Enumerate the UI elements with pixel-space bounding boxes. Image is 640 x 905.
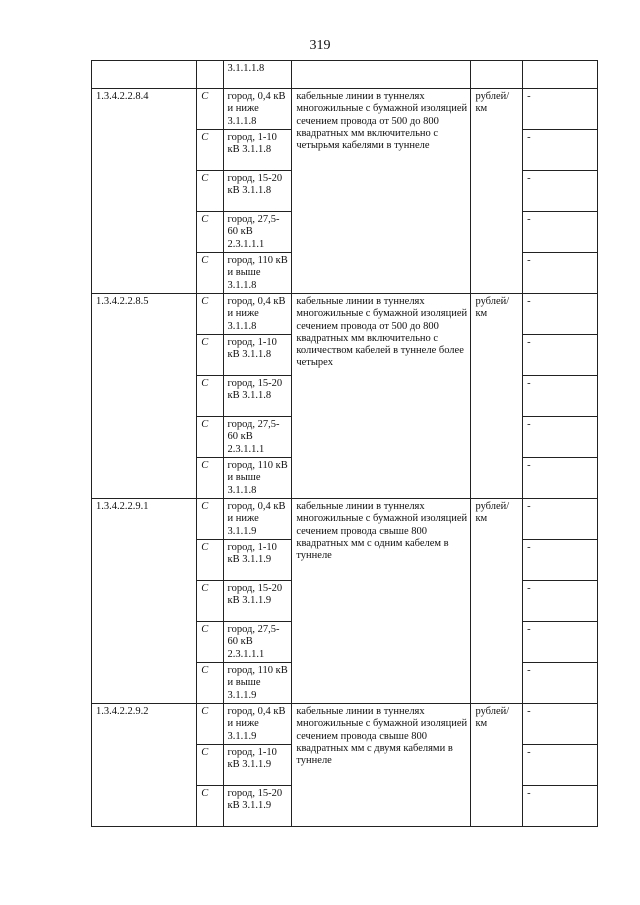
flag-cell: С	[197, 499, 223, 540]
level-cell: город, 0,4 кВ и ниже 3.1.1.9	[223, 704, 292, 745]
level-cell: город, 0,4 кВ и ниже 3.1.1.8	[223, 89, 292, 130]
value-cell: -	[523, 89, 598, 130]
level-cell: город, 15-20 кВ 3.1.1.8	[223, 376, 292, 417]
value-cell: -	[523, 581, 598, 622]
value-cell: -	[523, 376, 598, 417]
tariff-table-body	[92, 61, 598, 827]
code-cell: 1.3.4.2.2.9.2	[92, 704, 197, 827]
page-number: 319	[309, 38, 331, 53]
flag-cell: С	[197, 786, 223, 827]
level-cell: город, 27,5-60 кВ 2.3.1.1.1	[223, 417, 292, 458]
flag-cell: С	[197, 253, 223, 294]
level-cell: город, 110 кВ и выше 3.1.1.8	[223, 253, 292, 294]
flag-cell: С	[197, 540, 223, 581]
value-cell: -	[523, 499, 598, 540]
level-cell: город, 1-10 кВ 3.1.1.8	[223, 130, 292, 171]
flag-cell: С	[197, 704, 223, 745]
unit-cell: рублей/ км	[471, 89, 523, 294]
flag-cell	[197, 61, 223, 89]
level-cell: город, 0,4 кВ и ниже 3.1.1.9	[223, 499, 292, 540]
description-cell: кабельные линии в туннелях многожильные с бумажной изоляцией сечением провода от 500 до 800 квадратных мм включительно с количеством кабелей в туннеле более четырех	[292, 294, 471, 499]
flag-cell: С	[197, 458, 223, 499]
flag-cell: С	[197, 622, 223, 663]
flag-cell: С	[197, 294, 223, 335]
value-cell: -	[523, 663, 598, 704]
value-cell: -	[523, 294, 598, 335]
code-cell: 1.3.4.2.2.8.5	[92, 294, 197, 499]
table-row	[92, 704, 598, 745]
value-cell: -	[523, 622, 598, 663]
level-cell: город, 15-20 кВ 3.1.1.9	[223, 581, 292, 622]
value-cell: -	[523, 130, 598, 171]
level-cell: 3.1.1.1.8	[223, 61, 292, 89]
value-cell: -	[523, 335, 598, 376]
flag-cell: С	[197, 745, 223, 786]
flag-cell: С	[197, 663, 223, 704]
unit-cell: рублей/ км	[471, 294, 523, 499]
value-cell: -	[523, 704, 598, 745]
table-row	[92, 294, 598, 335]
flag-cell: С	[197, 212, 223, 253]
value-cell: -	[523, 458, 598, 499]
flag-cell: С	[197, 171, 223, 212]
value-cell: -	[523, 745, 598, 786]
level-cell: город, 27,5-60 кВ 2.3.1.1.1	[223, 622, 292, 663]
value-cell: -	[523, 253, 598, 294]
value-cell: -	[523, 212, 598, 253]
unit-cell	[471, 61, 523, 89]
value-cell: -	[523, 786, 598, 827]
unit-cell: рублей/ км	[471, 704, 523, 827]
code-cell: 1.3.4.2.2.9.1	[92, 499, 197, 704]
table-row	[92, 499, 598, 540]
description-cell: кабельные линии в туннелях многожильные с бумажной изоляцией сечением провода свыше 800 квадратных мм с одним кабелем в туннеле	[292, 499, 471, 704]
level-cell: город, 110 кВ и выше 3.1.1.8	[223, 458, 292, 499]
level-cell: город, 1-10 кВ 3.1.1.9	[223, 540, 292, 581]
value-cell: -	[523, 417, 598, 458]
level-cell: город, 15-20 кВ 3.1.1.8	[223, 171, 292, 212]
flag-cell: С	[197, 581, 223, 622]
value-cell: -	[523, 540, 598, 581]
flag-cell: С	[197, 89, 223, 130]
table-row	[92, 89, 598, 130]
level-cell: город, 1-10 кВ 3.1.1.9	[223, 745, 292, 786]
flag-cell: С	[197, 376, 223, 417]
code-cell	[92, 61, 197, 89]
unit-cell: рублей/ км	[471, 499, 523, 704]
level-cell: город, 1-10 кВ 3.1.1.8	[223, 335, 292, 376]
description-cell	[292, 61, 471, 89]
level-cell: город, 27,5-60 кВ 2.3.1.1.1	[223, 212, 292, 253]
level-cell: город, 15-20 кВ 3.1.1.9	[223, 786, 292, 827]
value-cell: -	[523, 171, 598, 212]
flag-cell: С	[197, 130, 223, 171]
level-cell: город, 110 кВ и выше 3.1.1.9	[223, 663, 292, 704]
code-cell: 1.3.4.2.2.8.4	[92, 89, 197, 294]
description-cell: кабельные линии в туннелях многожильные с бумажной изоляцией сечением провода свыше 800 квадратных мм с двумя кабелями в туннеле	[292, 704, 471, 827]
flag-cell: С	[197, 335, 223, 376]
description-cell: кабельные линии в туннелях многожильные с бумажной изоляцией сечением провода от 500 до 800 квадратных мм включительно с четырьмя кабелями в туннеле	[292, 89, 471, 294]
table-row	[92, 61, 598, 89]
tariff-table	[91, 60, 598, 827]
value-cell	[523, 61, 598, 89]
level-cell: город, 0,4 кВ и ниже 3.1.1.8	[223, 294, 292, 335]
flag-cell: С	[197, 417, 223, 458]
